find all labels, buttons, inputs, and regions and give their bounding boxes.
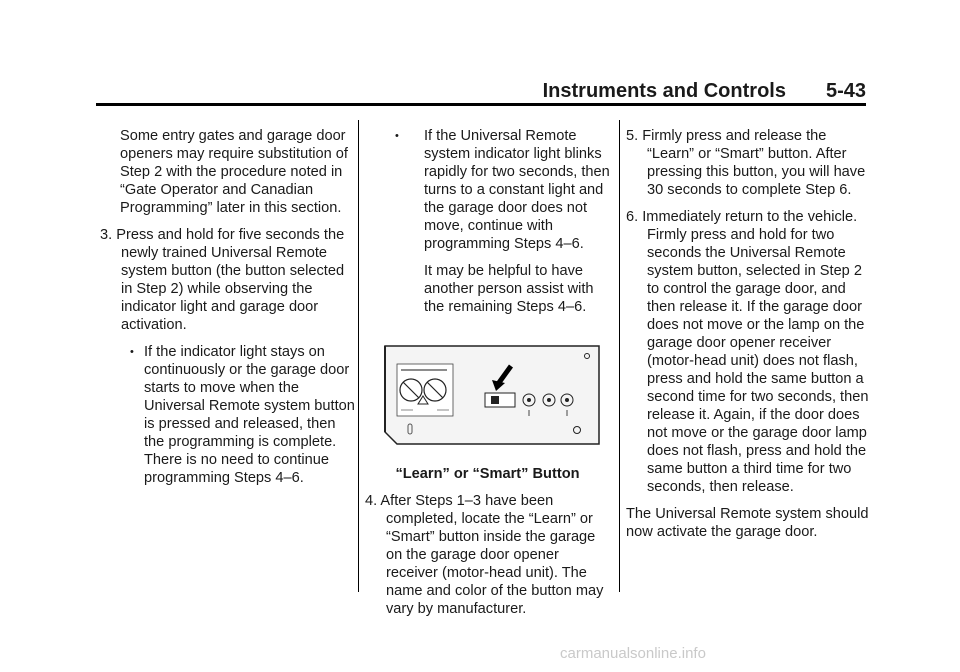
step-4-number: 4. [365,493,378,509]
figure-caption: “Learn” or “Smart” Button [395,466,580,482]
step-5-text: Firmly press and release the “Learn” or “Smart” button. After pressing this button, you will have 30 seconds to complete Step 6. [642,128,866,198]
watermark-text: carmanualsonline.info [560,645,706,662]
step-5 [626,127,871,199]
bullet-1 [100,343,355,487]
step-3-number: 3. [100,227,113,243]
step-6-text: Immediately return to the vehicle. Firmly press and hold for two seconds the Universal Remote system button, selected in Step 2 to control the garage door, and then release it. If the garage door does not move or the lamp on the garage door opener receiver (motor-head unit) does not flash, press and hold the same button a second time for two seconds, then release it. Again, if the door does not move or the garage door lamp does not flash, press and hold the same button a third time for two seconds, then release. [642,209,869,495]
column-3 [626,127,871,541]
step-3 [100,226,355,334]
header-rule [96,103,866,106]
column-divider-2 [619,120,620,592]
helper-paragraph: It may be helpful to have another person assist with the remaining Steps 4–6. [424,263,594,315]
step-5-number: 5. [626,128,639,144]
bullet-2-text: If the Universal Remote system indicator light blinks rapidly for two seconds, then turns to a constant light and the garage door does not move, continue with programming Steps 4–6. [424,128,610,252]
step-6 [626,208,871,496]
intro-paragraph: Some entry gates and garage door openers may require substitution of Step 2 with the procedure noted in “Gate Operator and Canadian Programming” later in this section. [120,128,348,216]
step-4 [365,492,610,618]
page-header [96,78,866,104]
column-divider-1 [358,120,359,592]
section-title: Instruments and Controls [542,80,786,102]
column-2 [365,127,610,618]
step-4-text: After Steps 1–3 have been completed, locate the “Learn” or “Smart” button inside the garage on the garage door opener receiver (motor-head unit). The name and color of the button may vary by manufacturer. [380,493,604,617]
step-3-text: Press and hold for five seconds the newly trained Universal Remote system button (the button selected in Step 2) while observing the indicator light and garage door activation. [116,227,345,333]
bullet-2 [365,127,610,253]
page-number: 5-43 [825,80,866,102]
column-1 [100,127,355,487]
bullet-2-marker: • [395,130,399,142]
garage-opener-illustration [381,340,605,450]
bullet-1-marker: • [130,346,134,358]
step-6-number: 6. [626,209,639,225]
closing-paragraph: The Universal Remote system should now activate the garage door. [626,506,869,540]
bullet-1-text: If the indicator light stays on continuously or the garage door starts to move when the Universal Remote system button is pressed and released, then the programming is complete. There is no need to continue programming Steps 4–6. [144,344,355,486]
